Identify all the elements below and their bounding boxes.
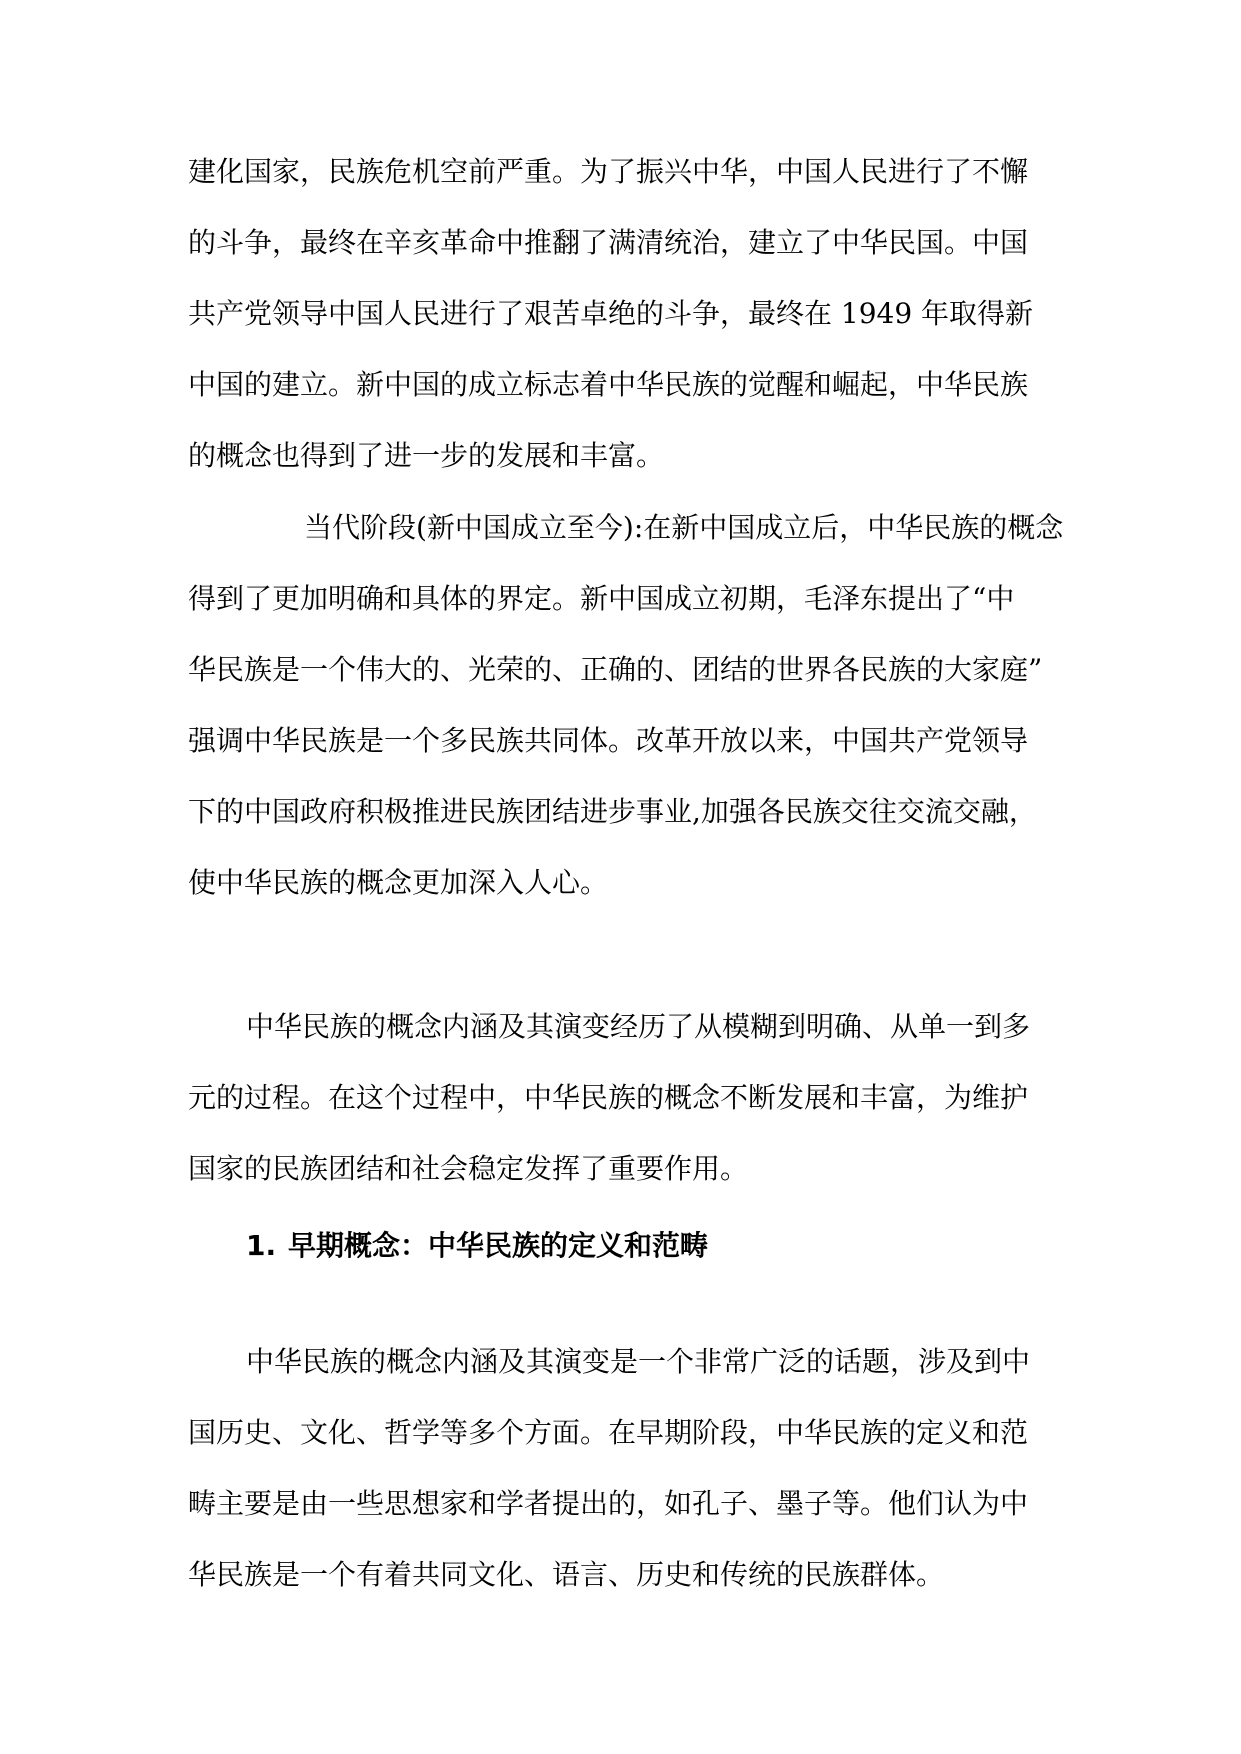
text-line: 中国的建立。新中国的成立标志着中华民族的觉醒和崛起，中华民族 [188, 368, 1029, 401]
text-line: 建化国家，民族危机空前严重。为了振兴中华，中国人民进行了不懈 [188, 155, 1029, 188]
text-line: 的斗争，最终在辛亥革命中推翻了满清统治，建立了中华民国。中国 [188, 226, 1029, 259]
text-line: 华民族是一个有着共同文化、语言、历史和传统的民族群体。 [188, 1558, 945, 1591]
paragraph-contemporary-stage [188, 492, 1064, 918]
text-line: 国家的民族团结和社会稳定发挥了重要作用。 [188, 1152, 749, 1185]
text-line: 元的过程。在这个过程中，中华民族的概念不断发展和丰富，为维护 [188, 1081, 1029, 1114]
text-line: 下的中国政府积极推进民族团结进步事业,加强各民族交往交流交融， [188, 795, 1037, 828]
section-heading [188, 1210, 1058, 1281]
paragraph-summary [188, 991, 1058, 1204]
text-line: 华民族是一个伟大的、光荣的、正确的、团结的世界各民族的大家庭” [188, 653, 1043, 686]
heading-text: 早期概念：中华民族的定义和范畴 [288, 1229, 709, 1262]
text-line: 得到了更加明确和具体的界定。新中国成立初期，毛泽东提出了“中 [188, 582, 1015, 615]
paragraph-modern-struggle [188, 136, 1058, 491]
text-line: 的概念也得到了进一步的发展和丰富。 [188, 439, 665, 472]
text-line: 当代阶段(新中国成立至今):在新中国成立后，中华民族的概念 [304, 511, 1064, 544]
heading-number: 1. [246, 1229, 277, 1262]
text-line: 中华民族的概念内涵及其演变经历了从模糊到明确、从单一到多 [246, 1010, 1031, 1043]
text-line: 畴主要是由一些思想家和学者提出的，如孔子、墨子等。他们认为中 [188, 1487, 1029, 1520]
text-line: 国历史、文化、哲学等多个方面。在早期阶段，中华民族的定义和范 [188, 1416, 1029, 1449]
paragraph-early-concept [188, 1326, 1058, 1610]
text-line: 强调中华民族是一个多民族共同体。改革开放以来，中国共产党领导 [188, 724, 1029, 757]
text-line: 共产党领导中国人民进行了艰苦卓绝的斗争，最终在 1949 年取得新 [188, 297, 1034, 330]
text-line: 中华民族的概念内涵及其演变是一个非常广泛的话题，涉及到中 [246, 1345, 1031, 1378]
text-line: 使中华民族的概念更加深入人心。 [188, 866, 609, 899]
